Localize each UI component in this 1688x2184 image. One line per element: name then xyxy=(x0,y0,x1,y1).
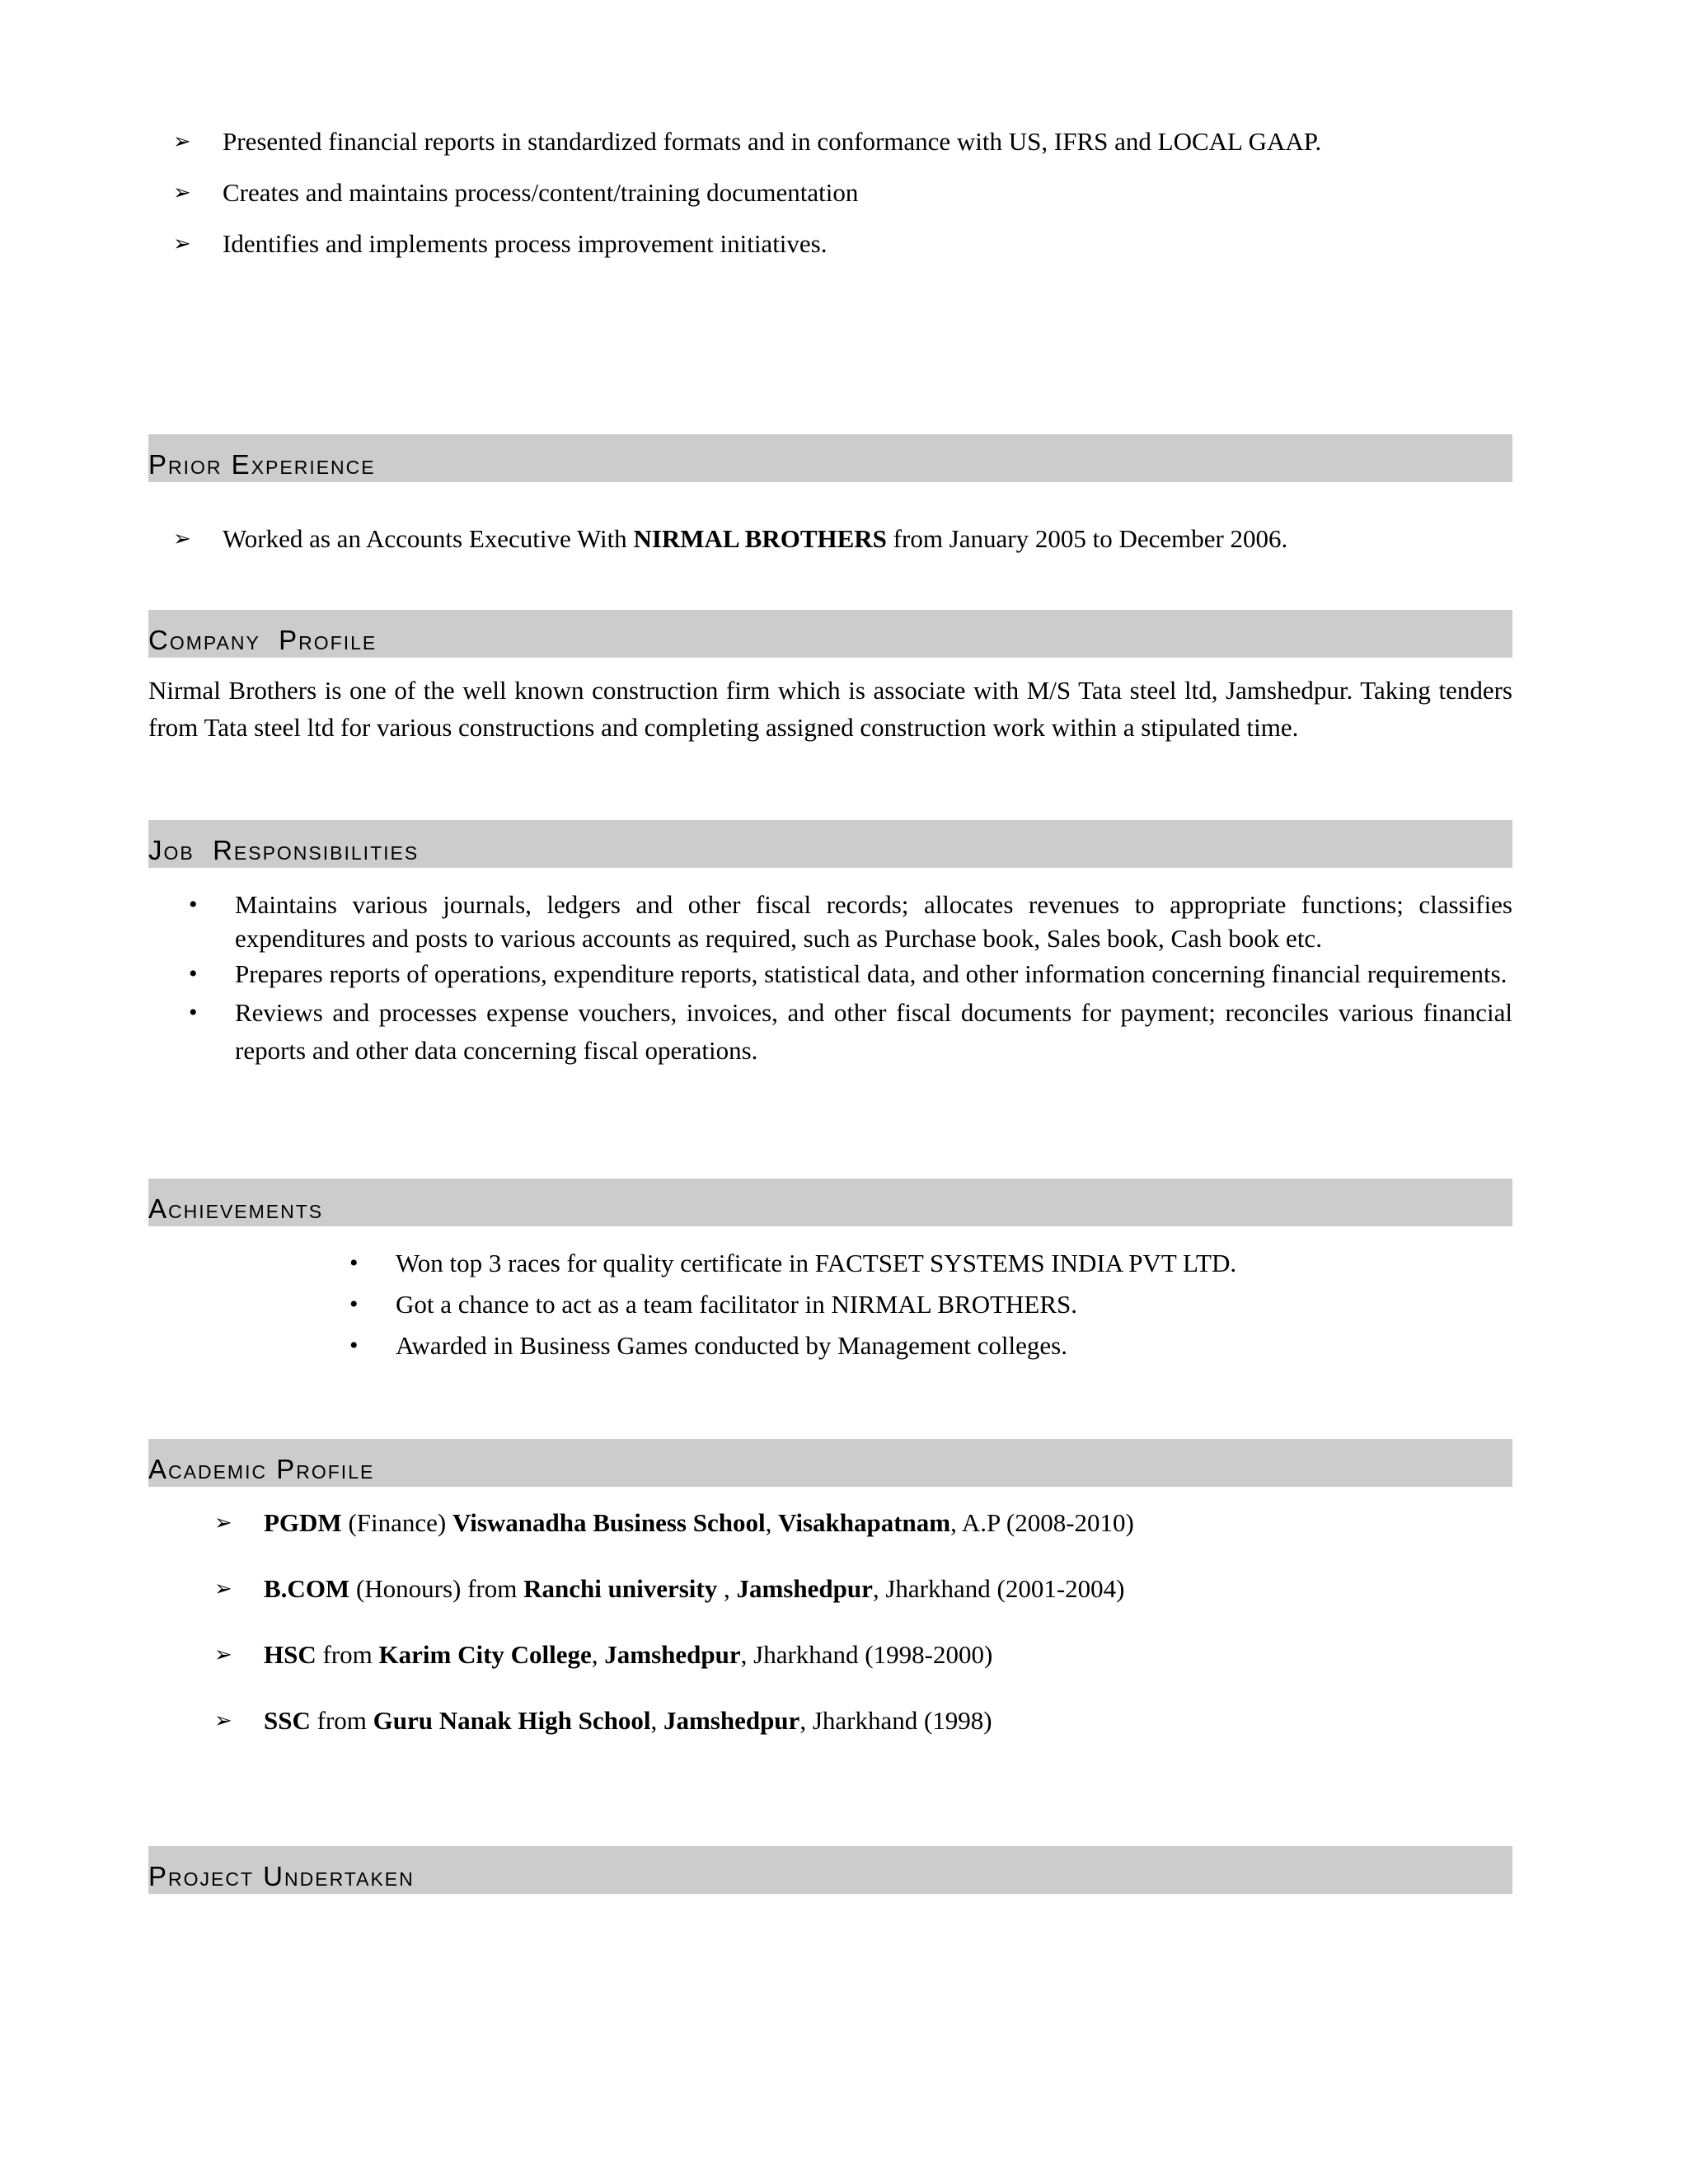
round-bullet-icon: • xyxy=(349,1291,359,1318)
section-heading-job-responsibilities xyxy=(148,820,1512,868)
top-bullet-list xyxy=(173,127,1541,280)
academic-item-pgdm xyxy=(214,1508,1500,1574)
degree: PGDM xyxy=(264,1508,342,1537)
academic-item-ssc xyxy=(214,1706,1500,1772)
list-item-text: Won top 3 races for quality certificate in FACTSET SYSTEMS INDIA PVT LTD. xyxy=(396,1249,1237,1277)
school: Ranchi university xyxy=(523,1574,718,1603)
separator: , xyxy=(650,1706,663,1735)
list-item xyxy=(349,1284,1467,1325)
list-item xyxy=(189,888,1512,955)
list-item xyxy=(173,178,1541,229)
section-title: Company Profile xyxy=(148,625,377,655)
arrow-bullet-icon: ➢ xyxy=(173,232,191,256)
city: Jamshedpur xyxy=(604,1640,741,1669)
section-heading-company-profile xyxy=(148,610,1512,658)
round-bullet-icon: • xyxy=(349,1249,359,1277)
separator: , xyxy=(591,1640,605,1669)
section-title: Project Undertaken xyxy=(148,1861,415,1891)
company-profile-paragraph: Nirmal Brothers is one of the well known construction firm which is associate with M/S Tata steel ltd, Jamshedpur. Taking tenders from Tata steel ltd for various constructions and completing assigned construction work within a stipulated time. xyxy=(148,676,1512,742)
list-item-text: Identifies and implements process improvement initiatives. xyxy=(223,229,828,258)
list-item-text: Got a chance to act as a team facilitator in NIRMAL BROTHERS. xyxy=(396,1290,1078,1319)
list-item-text: Creates and maintains process/content/training documentation xyxy=(223,178,859,207)
prior-experience-list xyxy=(173,524,1541,554)
list-item xyxy=(189,955,1512,992)
list-item xyxy=(349,1325,1467,1366)
section-title: Job Responsibilities xyxy=(148,835,420,865)
arrow-bullet-icon: ➢ xyxy=(214,1708,232,1733)
degree: B.COM xyxy=(264,1574,350,1603)
experience-text-pre: Worked as an Accounts Executive With xyxy=(223,524,634,553)
arrow-bullet-icon: ➢ xyxy=(173,180,191,205)
round-bullet-icon: • xyxy=(189,891,198,918)
degree: HSC xyxy=(264,1640,316,1669)
section-heading-academic-profile xyxy=(148,1439,1512,1487)
round-bullet-icon: • xyxy=(189,999,198,1026)
city: Jamshedpur xyxy=(736,1574,873,1603)
academic-item-hsc xyxy=(214,1640,1500,1706)
school: Guru Nanak High School xyxy=(373,1706,651,1735)
list-item xyxy=(189,994,1512,1070)
list-item-text: Presented financial reports in standardized formats and in conformance with US, IFRS and LOCAL GAAP. xyxy=(223,127,1322,156)
list-item-text: Awarded in Business Games conducted by Management colleges. xyxy=(396,1331,1067,1360)
degree-detail: (Finance) xyxy=(341,1508,452,1537)
school: Karim City College xyxy=(378,1640,592,1669)
round-bullet-icon: • xyxy=(349,1332,359,1359)
city: Jamshedpur xyxy=(663,1706,800,1735)
location-year: , Jharkhand (1998-2000) xyxy=(740,1640,993,1669)
experience-company: NIRMAL BROTHERS xyxy=(633,524,887,553)
school: Viswanadha Business School xyxy=(452,1508,766,1537)
section-heading-prior-experience xyxy=(148,434,1512,482)
list-item-text: Prepares reports of operations, expenditure reports, statistical data, and other information concerning financial requirements. xyxy=(235,959,1507,988)
arrow-bullet-icon: ➢ xyxy=(173,527,191,551)
section-title: Prior Experience xyxy=(148,449,376,480)
degree-detail: from xyxy=(310,1706,373,1735)
arrow-bullet-icon: ➢ xyxy=(214,1511,232,1535)
arrow-bullet-icon: ➢ xyxy=(173,129,191,154)
section-heading-achievements xyxy=(148,1179,1512,1226)
list-item xyxy=(173,524,1541,554)
location-year: , Jharkhand (1998) xyxy=(799,1706,992,1735)
degree-detail: (Honours) from xyxy=(349,1574,524,1603)
location-year: , A.P (2008-2010) xyxy=(950,1508,1134,1537)
job-responsibilities-list xyxy=(189,888,1512,1070)
experience-text-post: from January 2005 to December 2006. xyxy=(886,524,1288,553)
arrow-bullet-icon: ➢ xyxy=(214,1643,232,1667)
list-item-text: Reviews and processes expense vouchers, invoices, and other fiscal documents for payment; reconciles various financial reports and other data concerning fiscal operations. xyxy=(235,998,1512,1065)
academic-list xyxy=(214,1508,1500,1772)
arrow-bullet-icon: ➢ xyxy=(214,1577,232,1601)
location-year: , Jharkhand (2001-2004) xyxy=(872,1574,1125,1603)
degree: SSC xyxy=(264,1706,311,1735)
city: Visakhapatnam xyxy=(778,1508,951,1537)
list-item xyxy=(173,127,1541,178)
academic-item-bcom xyxy=(214,1574,1500,1640)
round-bullet-icon: • xyxy=(189,960,198,987)
achievements-list xyxy=(349,1243,1467,1366)
section-heading-project-undertaken xyxy=(148,1846,1512,1894)
section-title: Achievements xyxy=(148,1193,324,1224)
separator: , xyxy=(765,1508,779,1537)
separator: , xyxy=(717,1574,737,1603)
section-title: Academic Profile xyxy=(148,1454,375,1484)
list-item-text: Maintains various journals, ledgers and other fiscal records; allocates revenues to appropriate functions; classifies expenditures and posts to various accounts as required, such as Purchase book, Sales book, Cash book etc. xyxy=(235,890,1512,953)
list-item xyxy=(173,229,1541,280)
list-item xyxy=(349,1243,1467,1284)
degree-detail: from xyxy=(316,1640,379,1669)
